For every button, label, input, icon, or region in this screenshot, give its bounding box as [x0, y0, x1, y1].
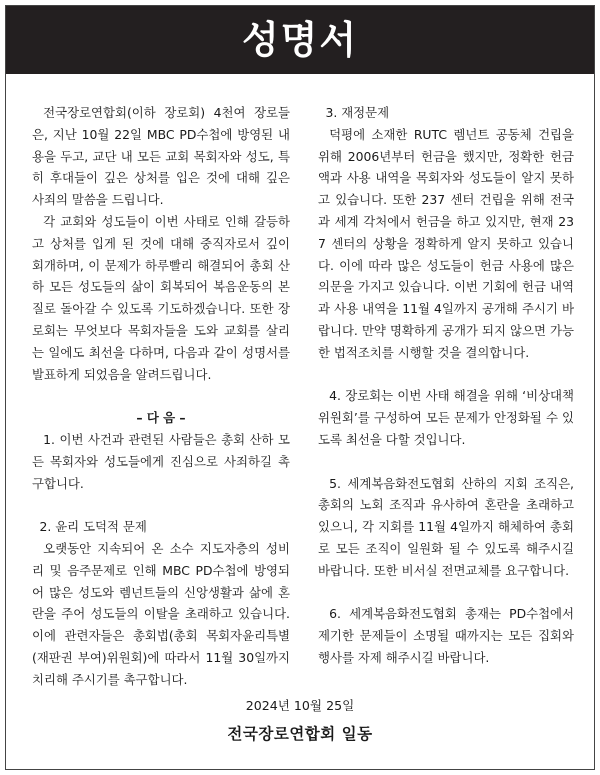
- signature-line: 전국장로연합회 일동: [227, 725, 373, 743]
- item-3-title: 3. 재정문제: [325, 105, 390, 120]
- section-heading: – 다 음 –: [136, 410, 186, 426]
- intro-paragraph: 전국장로연합회(이하 장로회) 4천여 장로들은, 지난 10월 22일 MBC PD수첩에 방영된 내용을 두고, 교단 내 모든 교회 목회자와 성도, 특히 후대들이 깊은 상처를 입은 것에 대해 깊은 사죄의 말씀을 드립니다.: [32, 105, 290, 208]
- item-4: 4. 장로회는 이번 사태 해결을 위해 ‘비상대책위원회’를 구성하여 모든 문제가 안정화될 수 있도록 최선을 다할 것입니다.: [318, 388, 574, 447]
- second-paragraph: 각 교회와 성도들이 이번 사태로 인해 갈등하고 상처를 입게 된 것에 대해 중직자로서 깊이 회개하며, 이 문제가 하루빨리 해결되어 총회 산하 모든 성도들의 삶이 회복되어 복음운동의 본질로 돌아갈 수 있도록 기도하겠습니다. 또한 장로회는 무엇보다 목회자들을 도와 교회를 살리는 일에도 최선을 다하며, 다음과 같이 성명서를 발표하게 되었음을 알려드립니다.: [32, 213, 290, 382]
- item-5: 5. 세계복음화전도협회 산하의 지회 조직은, 총회의 노회 조직과 유사하여 혼란을 초래하고 있으니, 각 지회를 11월 4일까지 해체하여 총회로 모든 조직이 일원화 될 수 있도록 해주시길 바랍니다. 또한 비서실 전면교체를 요구합니다.: [318, 475, 574, 578]
- item-2-title: 2. 윤리 도덕적 문제: [39, 519, 147, 535]
- item-3-body: 덕평에 소재한 RUTC 렘넌트 공동체 건립을 위해 2006년부터 헌금을 했지만, 정확한 헌금액과 사용 내역을 목회자와 성도들이 알지 못하고 있습니다. 또한 237 센터 건립을 위해 전국과 세계 각처에서 헌금을 하고 있지만, 현재 237 센터의 상황을 정확하게 알지 못하고 있습니다. 이에 따라 많은 성도들이 헌금 사용에 많은 의문을 가지고 있습니다. 이번 기회에 헌금 내역과 사용 내역을 11월 4일까지 공개해 주시기 바랍니다. 만약 명확하게 공개가 되지 않으면 가능한 법적조치를 시행할 것을 결의합니다.: [318, 126, 574, 360]
- item-1: 1. 이번 사건과 관련된 사람들은 총회 산하 모든 목회자와 성도들에게 진심으로 사죄하길 촉구합니다.: [32, 431, 290, 491]
- page-title: 성명서: [6, 6, 594, 74]
- item-2-body: 오랫동안 지속되어 온 소수 지도자층의 성비리 및 음주문제로 인해 MBC PD수첩에 방영되어 많은 성도와 렘넌트들의 신앙생활과 삶에 혼란을 주어 성도들의 이탈을 초래하고 있습니다. 이에 관련자들은 총회법(총회 목회자윤리특별(재판권 부여)위원회)에 따라서 11월 30일까지 치리해 주시기를 촉구합니다.: [32, 540, 290, 687]
- statement-date: 2024년 10월 25일: [245, 698, 355, 713]
- item-6: 6. 세계복음화전도협회 총재는 PD수첩에서 제기한 문제들이 소명될 때까지는 모든 집회와 행사를 자제 해주시길 바랍니다.: [318, 606, 574, 665]
- left-column: [32, 102, 290, 691]
- right-column: [318, 102, 574, 669]
